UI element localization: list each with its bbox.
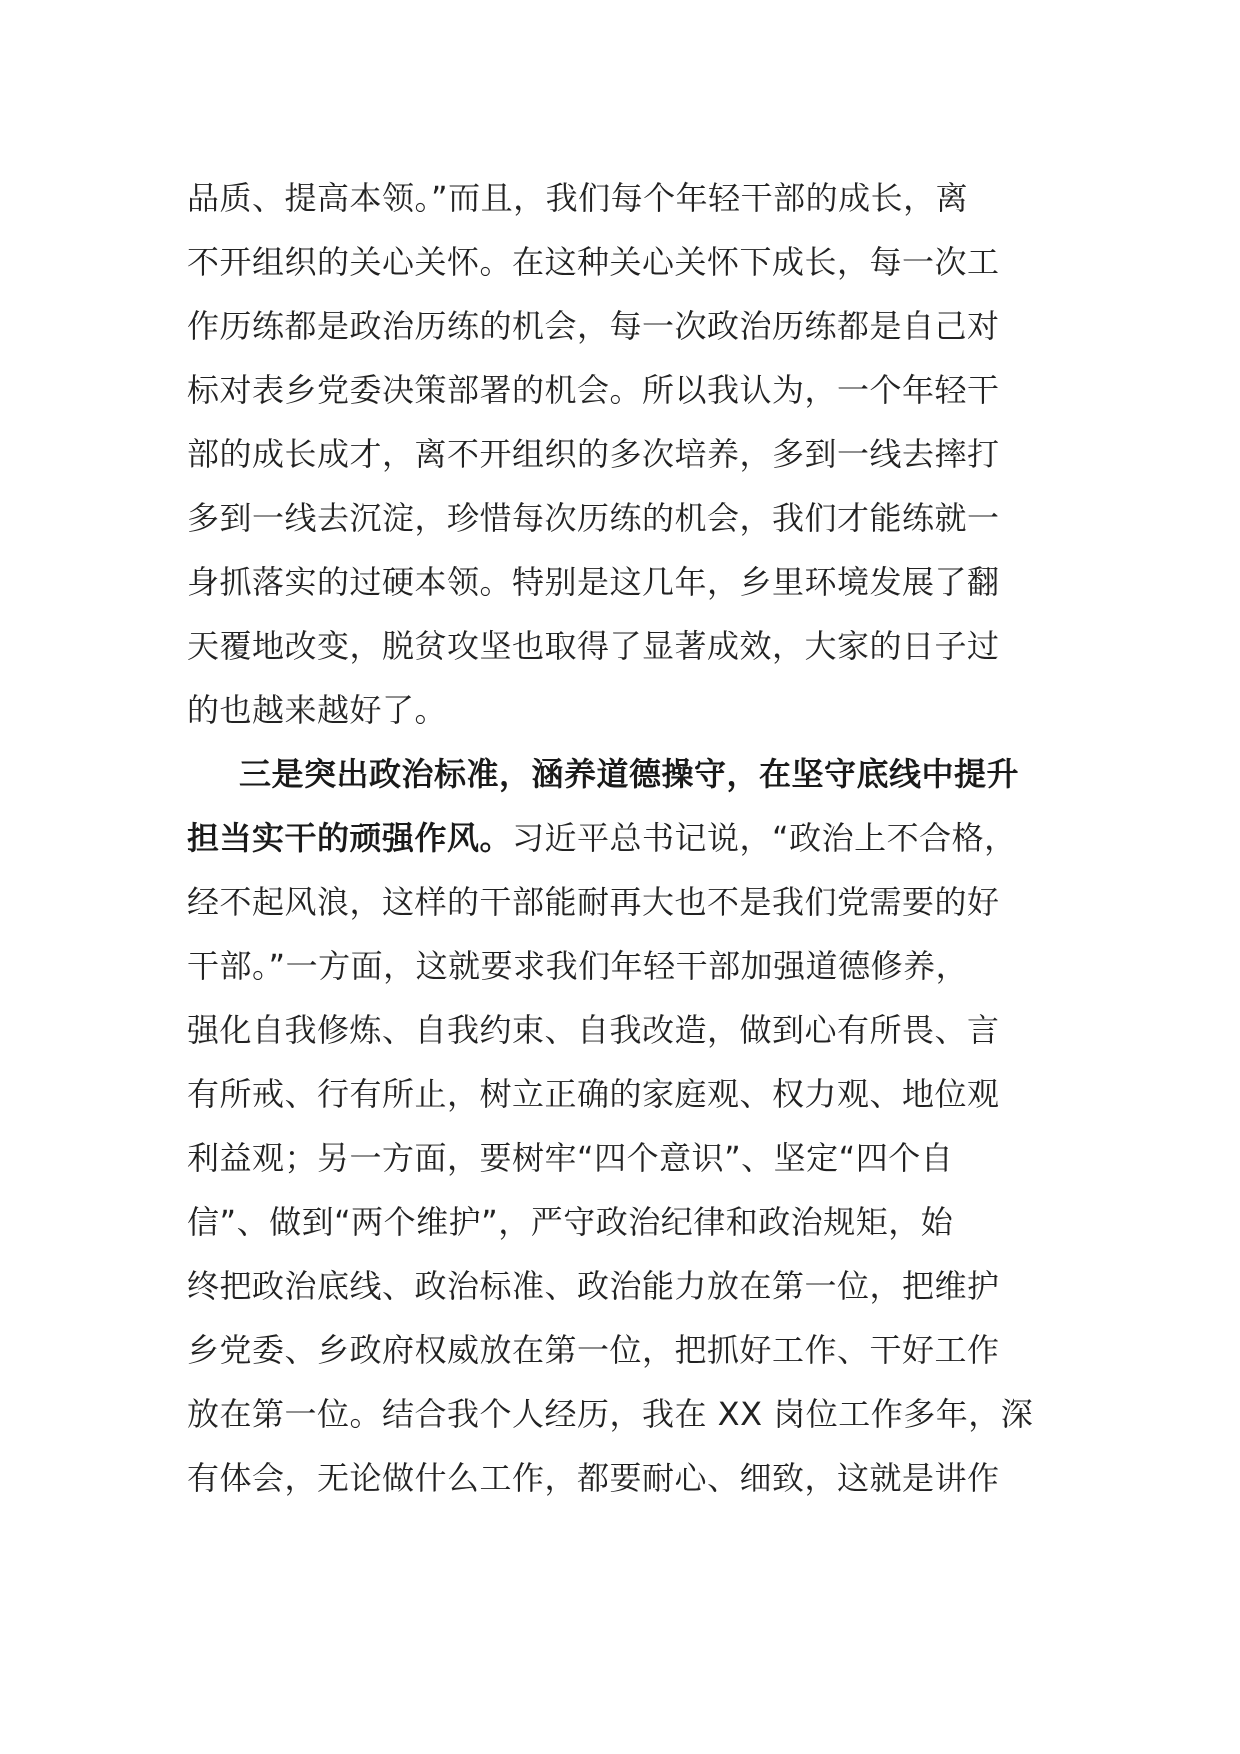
text-line: 有体会，无论做什么工作，都要耐心、细致，这就是讲作	[187, 1459, 1000, 1497]
text-line: 利益观；另一方面，要树牢“四个意识”、坚定“四个自	[187, 1139, 954, 1177]
body-text	[187, 166, 1067, 1510]
text-line: 乡党委、乡政府权威放在第一位，把抓好工作、干好工作	[187, 1331, 1000, 1369]
text-line: 多到一线去沉淀，珍惜每次历练的机会，我们才能练就一	[187, 499, 1000, 537]
text-line: 标对表乡党委决策部署的机会。所以我认为，一个年轻干	[187, 371, 1000, 409]
section-heading-continued: 担当实干的顽强作风。	[187, 819, 513, 857]
text-line: 信”、做到“两个维护”，严守政治纪律和政治规矩，始	[187, 1203, 954, 1241]
text-line: 有所戒、行有所止，树立正确的家庭观、权力观、地位观	[187, 1075, 1000, 1113]
text-line: 的也越来越好了。	[187, 691, 448, 729]
text-line	[187, 806, 1067, 870]
text-line: 终把政治底线、政治标准、政治能力放在第一位，把维护	[187, 1267, 1000, 1305]
section-heading-line	[187, 742, 1067, 806]
text-line: 作历练都是政治历练的机会，每一次政治历练都是自己对	[187, 307, 1000, 345]
text-line: 部的成长成才，离不开组织的多次培养，多到一线去摔打	[187, 435, 1000, 473]
text-fragment: 习近平总书记说，“政治上不合格，	[512, 819, 1017, 857]
text-line: 身抓落实的过硬本领。特别是这几年，乡里环境发展了翻	[187, 563, 1000, 601]
text-line: 干部。”一方面，这就要求我们年轻干部加强道德修养，	[187, 947, 969, 985]
text-line: 放在第一位。结合我个人经历，我在 XX 岗位工作多年，深	[187, 1395, 1034, 1433]
text-line: 经不起风浪，这样的干部能耐再大也不是我们党需要的好	[187, 883, 1000, 921]
text-line: 强化自我修炼、自我约束、自我改造，做到心有所畏、言	[187, 1011, 1000, 1049]
text-line: 天覆地改变，脱贫攻坚也取得了显著成效，大家的日子过	[187, 627, 1000, 665]
text-line: 品质、提高本领。”而且，我们每个年轻干部的成长，离	[187, 179, 969, 217]
section-heading: 三是突出政治标准，涵养道德操守，在坚守底线中提升	[239, 755, 1020, 793]
text-line: 不开组织的关心关怀。在这种关心关怀下成长，每一次工	[187, 243, 1000, 281]
